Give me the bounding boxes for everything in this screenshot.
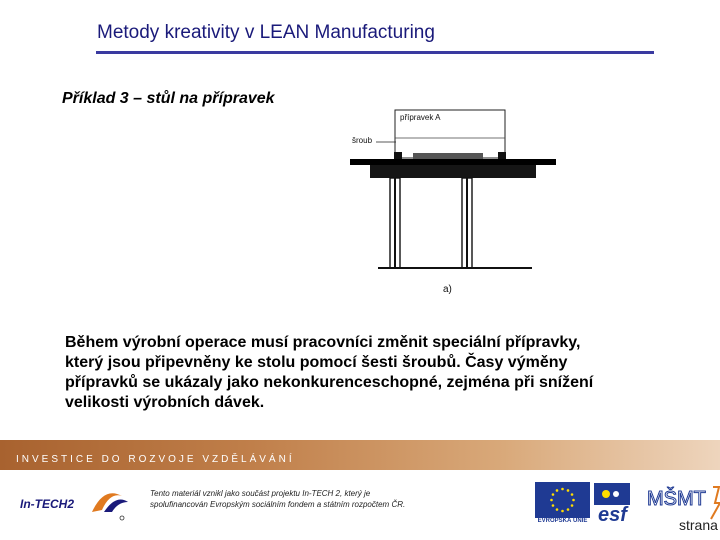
eu-star <box>552 493 555 496</box>
eu-star <box>556 489 559 492</box>
example-heading: Příklad 3 – stůl na přípravek <box>62 90 275 107</box>
intech2-logo-text: In-TECH2 <box>20 497 74 511</box>
fixture-table-diagram <box>350 98 556 298</box>
title-underline <box>96 51 654 54</box>
fixture-label: přípravek A <box>400 113 441 122</box>
footer-note <box>150 488 500 510</box>
footer-note-line: spolufinancován Evropským sociálním fondem a státním rozpočtem ČR. <box>150 500 406 509</box>
eu-star <box>550 499 553 502</box>
screw-label: šroub <box>352 136 373 145</box>
eu-star <box>552 504 555 507</box>
eu-flag-icon <box>535 482 590 518</box>
eu-star <box>556 508 559 511</box>
footer-band-text: INVESTICE DO ROZVOJE VZDĚLÁVÁNÍ <box>16 454 295 465</box>
eu-label: EVROPSKÁ UNIE <box>537 518 588 524</box>
eu-star <box>567 489 570 492</box>
footer-note-line: Tento materiál vznikl jako součást projektu In-TECH 2, který je <box>150 489 371 498</box>
eu-star <box>572 499 575 502</box>
eu-star <box>571 493 574 496</box>
msmt-logo-text: MŠMT <box>647 488 706 510</box>
body-paragraph <box>65 333 705 413</box>
body-line: velikosti výrobních dávek. <box>65 394 265 411</box>
table-top <box>350 159 556 165</box>
esf-logo <box>594 483 642 523</box>
figure-caption: a) <box>443 284 452 295</box>
page-title: Metody kreativity v LEAN Manufacturing <box>97 22 435 43</box>
page-label: strana <box>679 517 718 533</box>
body-line: Během výrobní operace musí pracovníci změnit speciální přípravky, <box>65 334 581 351</box>
msmt-logo <box>645 483 720 521</box>
screw-right <box>498 152 506 159</box>
intech2-logo <box>14 482 134 522</box>
screw-left <box>394 152 402 159</box>
body-line: přípravků se ukázaly jako nekonkurenceschopné, zejména při snížení <box>65 374 594 391</box>
eu-star <box>567 508 570 511</box>
eu-star <box>571 504 574 507</box>
body-line: který jsou připevněny ke stolu pomocí šesti šroubů. Časy výměny <box>65 354 568 371</box>
eu-star <box>561 510 564 513</box>
esf-logo-text: esf <box>598 504 627 523</box>
eu-star <box>561 488 564 491</box>
